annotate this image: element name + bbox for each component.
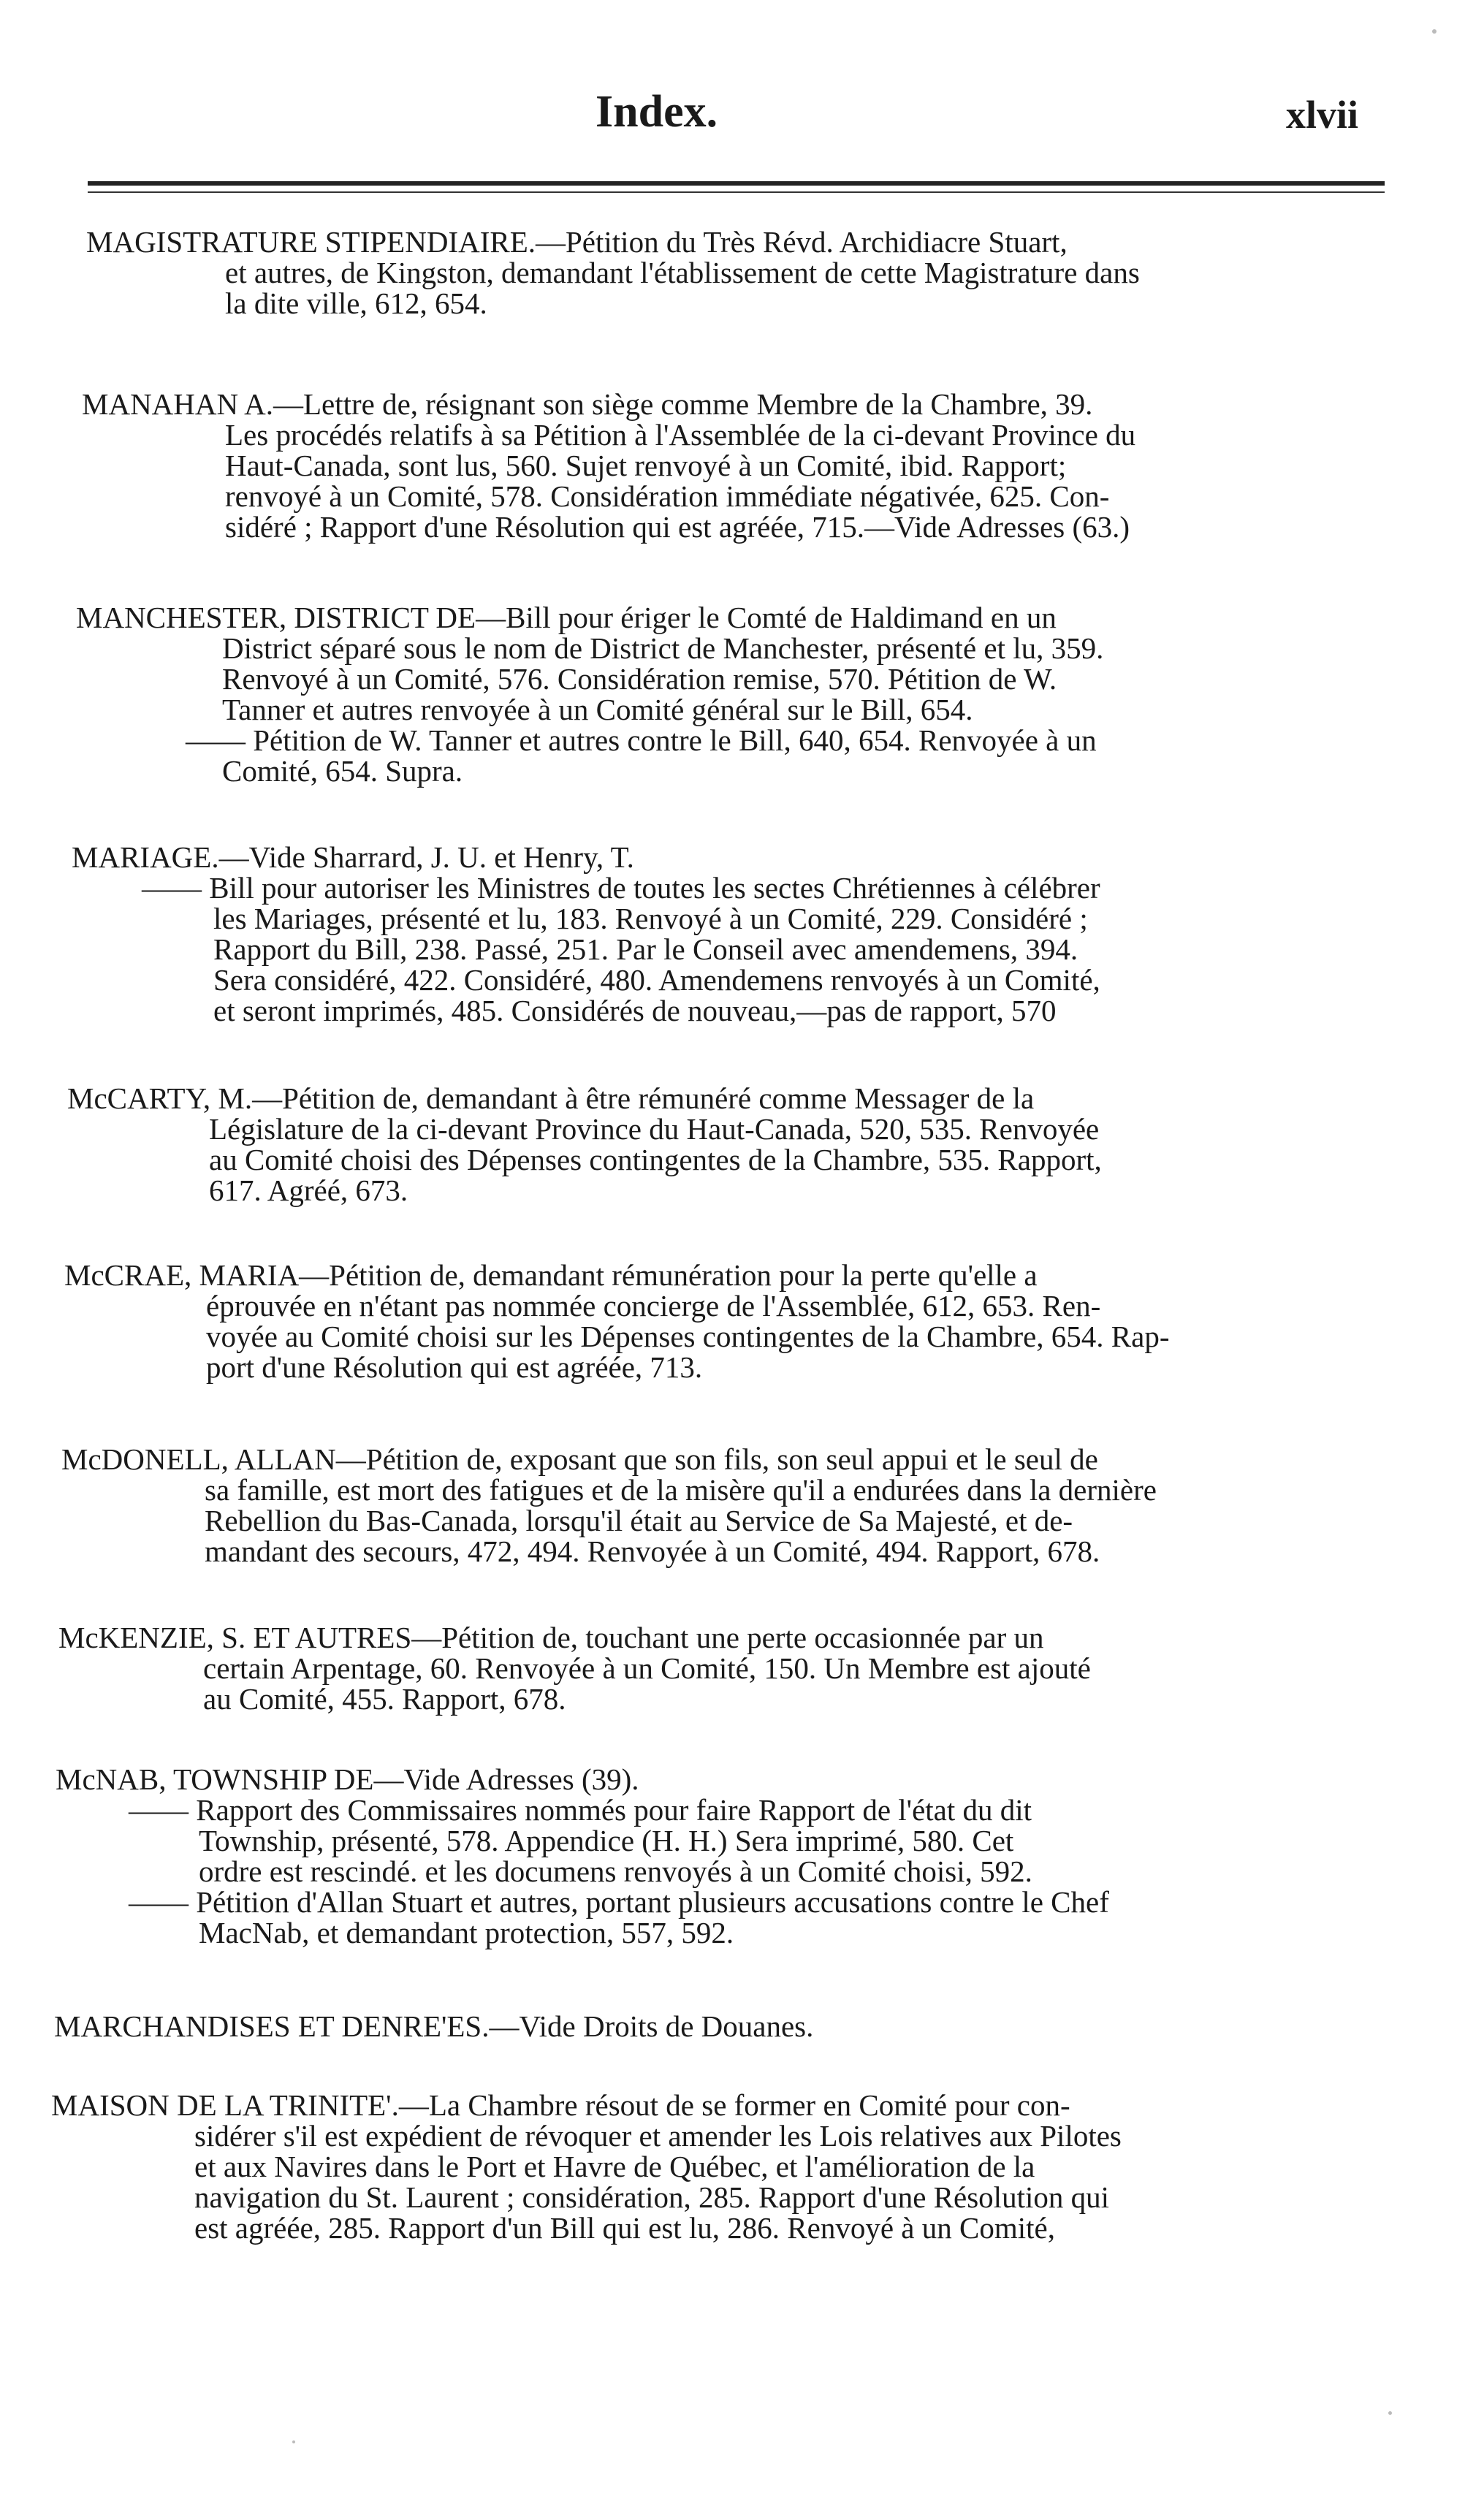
entry-line: —— Pétition d'Allan Stuart et autres, portant plusieurs accusations contre le Chef	[129, 1885, 1109, 1919]
entry-line: Comité, 654. Supra.	[222, 754, 463, 788]
paper-speckle	[1432, 29, 1437, 34]
index-entry-mccrae	[64, 1260, 1170, 1382]
entry-line: navigation du St. Laurent ; considération, 285. Rapport d'une Résolution qui	[194, 2180, 1110, 2214]
index-entry-magistrature	[86, 227, 1140, 319]
entry-line: port d'une Résolution qui est agréée, 713.	[206, 1350, 703, 1384]
entry-line: sidérer s'il est expédient de révoquer et amender les Lois relatives aux Pilotes	[194, 2119, 1122, 2153]
entry-line: McKENZIE, S. ET AUTRES—Pétition de, touchant une perte occasionnée par un	[58, 1621, 1044, 1654]
entry-line: la dite ville, 612, 654.	[225, 286, 487, 320]
paper-speckle	[292, 2440, 295, 2443]
entry-line: Rebellion du Bas-Canada, lorsqu'il était au Service de Sa Majesté, et de-	[205, 1504, 1073, 1537]
header-rule-thin	[88, 191, 1385, 193]
header-rule-thick	[88, 181, 1385, 186]
entry-line: Haut-Canada, sont lus, 560. Sujet renvoyé à un Comité, ibid. Rapport;	[225, 449, 1067, 482]
entry-line: MANCHESTER, DISTRICT DE—Bill pour ériger le Comté de Haldimand en un	[76, 601, 1057, 634]
entry-line: sidéré ; Rapport d'une Résolution qui est agréée, 715.—Vide Adresses (63.)	[225, 510, 1130, 544]
index-entry-marchandises	[54, 2011, 813, 2042]
running-head-title: Index.	[595, 87, 718, 137]
entry-line: McCRAE, MARIA—Pétition de, demandant rémunération pour la perte qu'elle a	[64, 1258, 1038, 1292]
entry-line: est agréée, 285. Rapport d'un Bill qui est lu, 286. Renvoyé à un Comité,	[194, 2211, 1055, 2245]
paper-speckle	[1388, 2411, 1392, 2415]
entry-line: et seront imprimés, 485. Considérés de nouveau,—pas de rapport, 570	[213, 994, 1057, 1027]
entry-line: et aux Navires dans le Port et Havre de Québec, et l'amélioration de la	[194, 2150, 1035, 2183]
entry-line: McNAB, TOWNSHIP DE—Vide Adresses (39).	[56, 1762, 639, 1796]
entry-line: Renvoyé à un Comité, 576. Considération remise, 570. Pétition de W.	[222, 662, 1057, 696]
entry-line: et autres, de Kingston, demandant l'établissement de cette Magistrature dans	[225, 256, 1140, 289]
entry-line: McCARTY, M.—Pétition de, demandant à être rémunéré comme Messager de la	[67, 1081, 1035, 1115]
entry-line: mandant des secours, 472, 494. Renvoyée à un Comité, 494. Rapport, 678.	[205, 1534, 1100, 1568]
entry-line: certain Arpentage, 60. Renvoyée à un Comité, 150. Un Membre est ajouté	[203, 1651, 1091, 1685]
page-number: xlvii	[1286, 93, 1359, 137]
entry-line: MARCHANDISES ET DENRE'ES.—Vide Droits de Douanes.	[54, 2009, 814, 2043]
entry-line: District séparé sous le nom de District de Manchester, présenté et lu, 359.	[222, 631, 1104, 665]
entry-line: MAGISTRATURE STIPENDIAIRE.—Pétition du Très Révd. Archidiacre Stuart,	[86, 225, 1068, 259]
entry-line: MAISON DE LA TRINITE'.—La Chambre résout de se former en Comité pour con-	[51, 2088, 1070, 2122]
entry-line: MacNab, et demandant protection, 557, 592.	[199, 1916, 734, 1949]
entry-line: Rapport du Bill, 238. Passé, 251. Par le Conseil avec amendemens, 394.	[213, 932, 1078, 966]
entry-line: MARIAGE.—Vide Sharrard, J. U. et Henry, T.	[72, 840, 634, 874]
index-entry-manchester	[76, 602, 1103, 786]
entry-line: ordre est rescindé. et les documens renvoyés à un Comité choisi, 592.	[199, 1854, 1032, 1888]
index-entry-mcdonell	[61, 1444, 1157, 1567]
entry-line: McDONELL, ALLAN—Pétition de, exposant que son fils, son seul appui et le seul de	[61, 1442, 1098, 1476]
entry-line: —— Rapport des Commissaires nommés pour faire Rapport de l'état du dit	[129, 1793, 1032, 1827]
index-entry-mccarty	[67, 1083, 1102, 1206]
entry-line: Les procédés relatifs à sa Pétition à l'Assemblée de la ci-devant Province du	[225, 418, 1136, 452]
entry-line: sa famille, est mort des fatigues et de la misère qu'il a endurées dans la dernière	[205, 1473, 1157, 1507]
index-entry-maison	[51, 2090, 1122, 2243]
entry-line: Township, présenté, 578. Appendice (H. H.) Sera imprimé, 580. Cet	[199, 1824, 1014, 1857]
entry-line: Tanner et autres renvoyée à un Comité général sur le Bill, 654.	[222, 693, 973, 726]
running-head	[0, 86, 1484, 152]
index-entry-mcnab	[56, 1764, 1109, 1948]
entry-line: éprouvée en n'étant pas nommée concierge de l'Assemblée, 612, 653. Ren-	[206, 1289, 1101, 1323]
entry-line: au Comité, 455. Rapport, 678.	[203, 1682, 566, 1716]
entry-line: voyée au Comité choisi sur les Dépenses contingentes de la Chambre, 654. Rap-	[206, 1320, 1170, 1353]
entry-line: les Mariages, présenté et lu, 183. Renvoyé à un Comité, 229. Considéré ;	[213, 902, 1088, 935]
entry-line: Législature de la ci-devant Province du Haut-Canada, 520, 535. Renvoyée	[209, 1112, 1100, 1146]
index-entry-mariage	[72, 842, 1100, 1026]
entry-line: renvoyé à un Comité, 578. Considération immédiate négativée, 625. Con-	[225, 479, 1110, 513]
entry-line: 617. Agréé, 673.	[209, 1173, 408, 1207]
index-entry-manahan	[82, 389, 1135, 542]
index-entry-mckenzie	[58, 1622, 1091, 1714]
entry-line: —— Pétition de W. Tanner et autres contre le Bill, 640, 654. Renvoyée à un	[186, 723, 1097, 757]
entry-line: MANAHAN A.—Lettre de, résignant son siège comme Membre de la Chambre, 39.	[82, 387, 1093, 421]
entry-line: au Comité choisi des Dépenses contingentes de la Chambre, 535. Rapport,	[209, 1143, 1102, 1176]
entry-line: Sera considéré, 422. Considéré, 480. Amendemens renvoyés à un Comité,	[213, 963, 1100, 997]
entry-line: —— Bill pour autoriser les Ministres de toutes les sectes Chrétiennes à célébrer	[142, 871, 1100, 905]
